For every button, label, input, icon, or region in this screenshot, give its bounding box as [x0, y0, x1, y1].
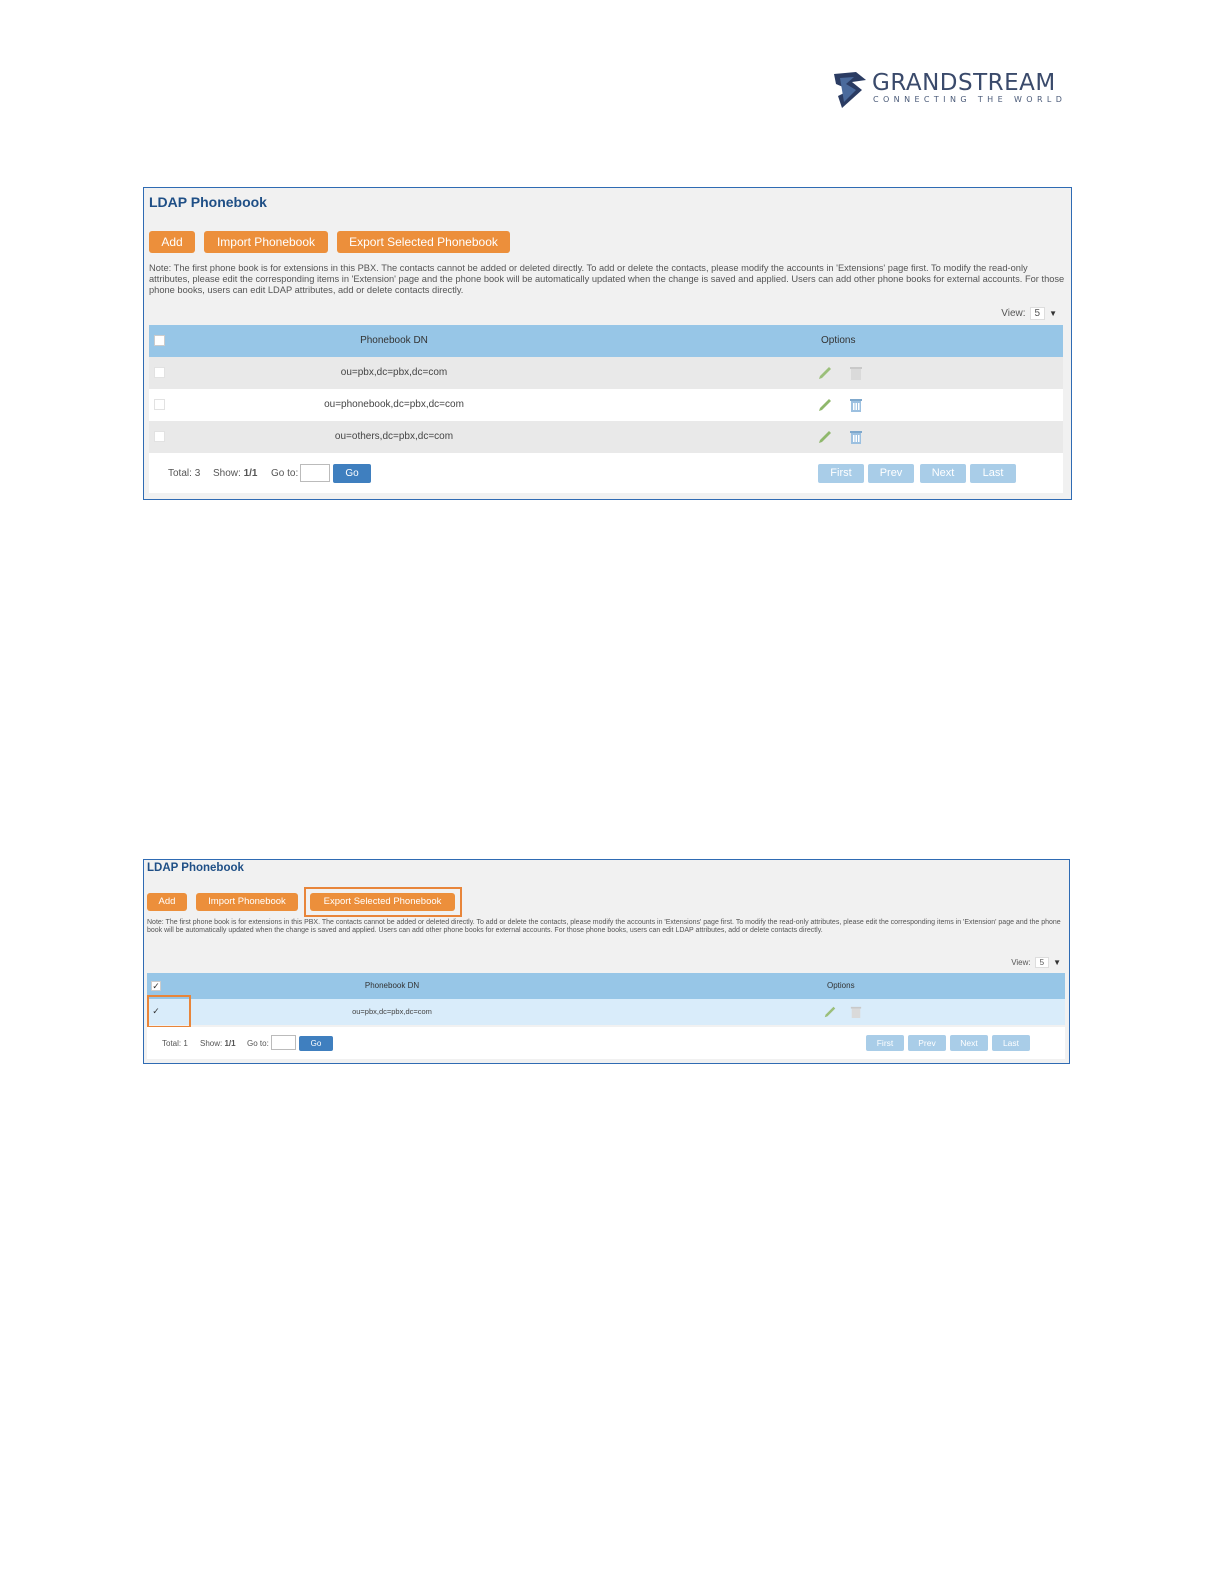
view-selector[interactable]	[1001, 307, 1057, 320]
last-page-button[interactable]: Last	[970, 464, 1016, 483]
column-header-options: Options	[827, 981, 855, 990]
table-header	[147, 973, 1065, 999]
highlight-row-checkbox	[147, 995, 191, 1028]
show-label: Show: 1/1	[200, 1039, 236, 1048]
column-header-options: Options	[821, 335, 856, 346]
view-select[interactable]: 5	[1030, 307, 1046, 320]
select-all-checkbox[interactable]	[154, 335, 165, 346]
logo-tagline: CONNECTING THE WORLD	[873, 95, 1067, 104]
goto-page-input[interactable]	[271, 1035, 296, 1050]
go-button[interactable]: Go	[299, 1036, 333, 1051]
next-page-button[interactable]: Next	[950, 1035, 988, 1051]
show-page: 1/1	[243, 468, 258, 479]
ldap-phonebook-panel-1	[143, 187, 1072, 500]
view-select[interactable]: 5	[1035, 957, 1049, 968]
phonebook-dn: ou=pbx,dc=pbx,dc=com	[340, 367, 448, 378]
import-phonebook-button[interactable]: Import Phonebook	[204, 231, 328, 253]
show-page: 1/1	[224, 1039, 236, 1048]
phonebook-note: Note: The first phone book is for extensions in this PBX. The contacts cannot be added or deleted directly. To add or delete the contacts, please modify the accounts in 'Extensions' page first. To modify the read-only attributes, please edit the corresponding items in 'Extension' page and the phone book will be automatically updated when the change is saved and applied. Users can add other phone books for external accounts. For those phone books, users can edit LDAP attributes, add or delete contacts directly.	[149, 263, 1065, 296]
phonebook-note: Note: The first phone book is for extensions in this PBX. The contacts cannot be added or deleted directly. To add or delete the contacts, please modify the accounts in 'Extensions' page first. To modify the read-only attributes, please edit the corresponding items in 'Extension' page and the phone book will be automatically updated when the change is saved and applied. Users can add other phone books for external accounts. For those phone books, users can edit LDAP attributes, add or delete contacts directly.	[147, 919, 1061, 935]
delete-icon	[849, 365, 863, 381]
table-header	[149, 325, 1063, 357]
prev-page-button[interactable]: Prev	[908, 1035, 946, 1051]
prev-page-button[interactable]: Prev	[868, 464, 914, 483]
pagination-bar	[147, 1027, 1065, 1059]
row-checkbox[interactable]	[154, 399, 165, 410]
delete-icon	[850, 1005, 862, 1019]
first-page-button[interactable]: First	[818, 464, 864, 483]
row-checkbox[interactable]	[154, 431, 165, 442]
add-button[interactable]: Add	[149, 231, 195, 253]
phonebook-dn: ou=pbx,dc=pbx,dc=com	[352, 1007, 432, 1016]
show-label: Show: 1/1	[213, 468, 258, 479]
first-page-button[interactable]: First	[866, 1035, 904, 1051]
row-checkbox[interactable]	[154, 367, 165, 378]
goto-label: Go to:	[247, 1039, 269, 1048]
panel-title: LDAP Phonebook	[147, 862, 244, 874]
delete-icon[interactable]	[849, 429, 863, 445]
column-header-phonebook-dn: Phonebook DN	[360, 335, 428, 346]
table-row	[149, 389, 1063, 421]
delete-icon[interactable]	[849, 397, 863, 413]
edit-icon[interactable]	[817, 365, 833, 381]
view-label: View:	[1011, 958, 1031, 967]
table-row	[147, 999, 1065, 1025]
goto-label: Go to:	[271, 468, 299, 479]
grandstream-logo-mark-icon	[832, 70, 868, 110]
export-selected-phonebook-button[interactable]: Export Selected Phonebook	[337, 231, 510, 253]
ldap-phonebook-panel-2	[143, 859, 1070, 1064]
dropdown-arrow-icon[interactable]: ▼	[1053, 958, 1061, 967]
logo-wordmark: GRANDSTREAM	[872, 70, 1056, 96]
goto-page-input[interactable]	[300, 464, 330, 482]
view-label: View:	[1001, 308, 1026, 319]
go-button[interactable]: Go	[333, 464, 371, 483]
pagination-bar	[149, 453, 1063, 493]
export-selected-phonebook-button[interactable]: Export Selected Phonebook	[310, 893, 455, 911]
dropdown-arrow-icon[interactable]: ▼	[1049, 309, 1057, 318]
add-button[interactable]: Add	[147, 893, 187, 911]
edit-icon[interactable]	[823, 1005, 837, 1019]
total-count: 3	[194, 468, 201, 479]
import-phonebook-button[interactable]: Import Phonebook	[196, 893, 298, 911]
total-count: 1	[183, 1039, 188, 1048]
total-label: Total: 1	[162, 1039, 188, 1048]
last-page-button[interactable]: Last	[992, 1035, 1030, 1051]
table-row	[149, 421, 1063, 453]
select-all-checkbox[interactable]: ✓	[152, 981, 160, 991]
phonebook-dn: ou=others,dc=pbx,dc=com	[334, 431, 454, 442]
highlight-export-button	[304, 887, 462, 917]
grandstream-logo	[832, 70, 1072, 110]
table-row	[149, 357, 1063, 389]
phonebook-dn: ou=phonebook,dc=pbx,dc=com	[324, 399, 464, 410]
view-selector[interactable]	[1011, 957, 1061, 968]
total-label: Total: 3	[168, 468, 201, 479]
row-checkbox[interactable]: ✓	[152, 1006, 160, 1016]
edit-icon[interactable]	[817, 397, 833, 413]
panel-title: LDAP Phonebook	[149, 194, 267, 210]
column-header-phonebook-dn: Phonebook DN	[364, 981, 420, 990]
edit-icon[interactable]	[817, 429, 833, 445]
next-page-button[interactable]: Next	[920, 464, 966, 483]
